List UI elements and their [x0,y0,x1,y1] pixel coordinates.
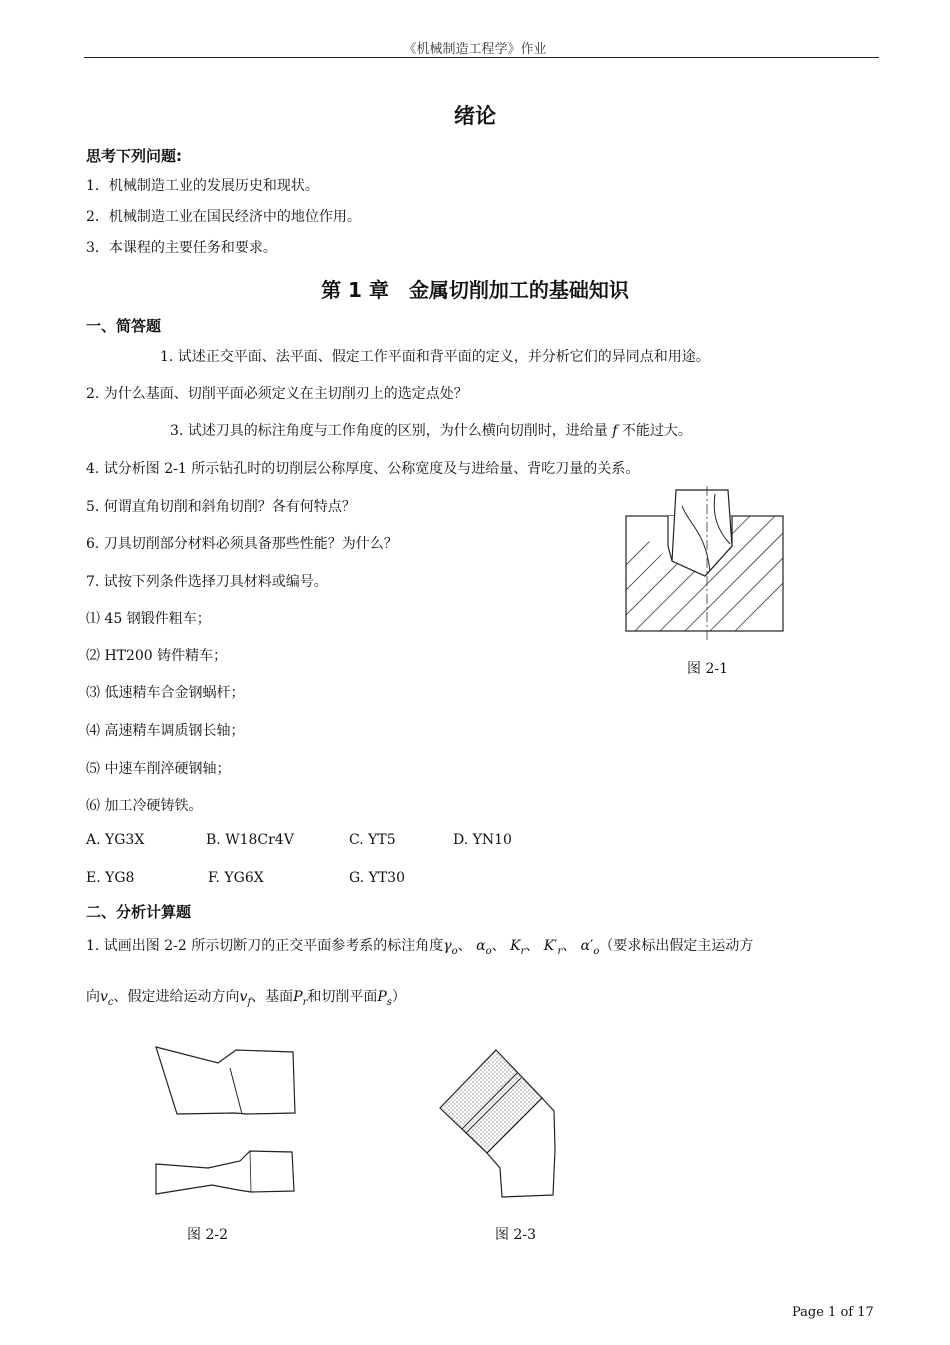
separator: 、 [562,938,577,954]
option-f: F. YG6X [208,870,264,886]
line-2-text-c: 和切削平面 [307,989,378,1005]
ps-subscript: s [386,996,392,1008]
question-4: 4. 试分析图 2-1 所示钻孔时的切削层公称厚度、公称宽度及与进给量、背吃刀量的关系。 [86,461,640,477]
condition-3: ⑶ 低速精车合金钢蜗杆； [86,685,245,701]
analysis-question-1-line-2 [86,986,406,1008]
pr-symbol: P [293,989,303,1005]
gamma-subscript: o [451,945,458,957]
running-header: 《机械制造工程学》作业 [403,42,547,57]
separator: 、 [457,938,472,954]
kr-prime-subscript: r [557,945,563,957]
figure-2-2-drawing [150,1040,302,1200]
pr-subscript: r [302,996,308,1008]
question-3-text: 3. 试述刀具的标注角度与工作角度的区别，为什么横向切削时，进给量 [170,423,608,439]
kr-prime-symbol: K [543,938,555,954]
section-1-title: 一、简答题 [86,317,162,335]
option-d: D. YN10 [453,832,512,848]
alpha-prime-subscript: o [593,945,600,957]
line-2-text-a: 、假定进给运动方向 [113,989,240,1005]
section-2-title: 二、分析计算题 [86,903,192,921]
analysis-question-1-line-1 [86,935,753,957]
condition-1: ⑴ 45 钢锻件粗车； [86,611,211,627]
page-number: Page 1 of 17 [792,1305,874,1320]
option-c: C. YT5 [349,832,396,848]
option-b: B. W18Cr4V [206,832,294,848]
vf-subscript: f [247,996,252,1008]
line-2-end: ） [391,989,406,1005]
question-2: 2. 为什么基面、切削平面必须定义在主切削刃上的选定点处？ [86,386,468,402]
alpha-subscript: o [485,945,492,957]
line-2-prefix: 向 [86,989,100,1005]
alpha-prime-symbol: α [580,938,591,954]
header-divider [84,57,879,58]
condition-5: ⑸ 中速车削淬硬钢轴； [86,761,231,777]
question-3-tail: 不能过大。 [621,423,692,439]
line-2-text-b: 、基面 [251,989,294,1005]
prime-mark: ′ [554,938,558,954]
option-g: G. YT30 [349,870,405,886]
option-a: A. YG3X [86,832,145,848]
analysis-question-1-text: 1. 试画出图 2-2 所示切断刀的正交平面参考系的标注角度 [86,938,444,954]
condition-4: ⑷ 高速精车调质钢长轴； [86,723,245,739]
figure-2-3-caption: 图 2-3 [495,1227,536,1243]
intro-item-2: 2．机械制造工业在国民经济中的地位作用。 [86,209,361,225]
separator: 、 [491,938,506,954]
gamma-symbol: γ [443,938,452,954]
ps-symbol: P [377,989,387,1005]
figure-2-1-drawing [620,486,795,646]
question-6: 6. 刀具切削部分材料必须具备那些性能？为什么？ [86,536,398,552]
figure-2-3-drawing [432,1045,562,1205]
intro-subtitle: 思考下列问题: [86,147,182,165]
intro-item-1: 1．机械制造工业的发展历史和现状。 [86,178,319,194]
feed-symbol: f [612,423,618,439]
kr-subscript: r [520,945,526,957]
condition-6: ⑹ 加工冷硬铸铁。 [86,798,203,814]
kr-symbol: K [510,938,521,954]
option-e: E. YG8 [86,870,135,886]
prime-mark: ′ [590,938,594,954]
vc-symbol: v [100,989,108,1005]
vc-subscript: c [107,996,114,1008]
condition-2: ⑵ HT200 铸件精车； [86,648,228,664]
question-5: 5. 何谓直角切削和斜角切削？各有何特点？ [86,499,356,515]
intro-item-3: 3．本课程的主要任务和要求。 [86,240,277,256]
question-3 [170,420,692,440]
question-1: 1. 试述正交平面、法平面、假定工作平面和背平面的定义，并分析它们的异同点和用途。 [160,349,710,365]
separator: 、 [525,938,540,954]
alpha-symbol: α [476,938,486,954]
vf-symbol: v [239,989,248,1005]
figure-2-2-caption: 图 2-2 [187,1227,228,1243]
chapter-title: 第 1 章 金属切削加工的基础知识 [321,278,629,302]
figure-2-1-caption: 图 2-1 [687,661,728,677]
analysis-question-1-tail: （要求标出假定主运动方 [599,938,754,954]
question-7: 7. 试按下列条件选择刀具材料或编号。 [86,574,328,590]
intro-title: 绪论 [454,104,496,128]
